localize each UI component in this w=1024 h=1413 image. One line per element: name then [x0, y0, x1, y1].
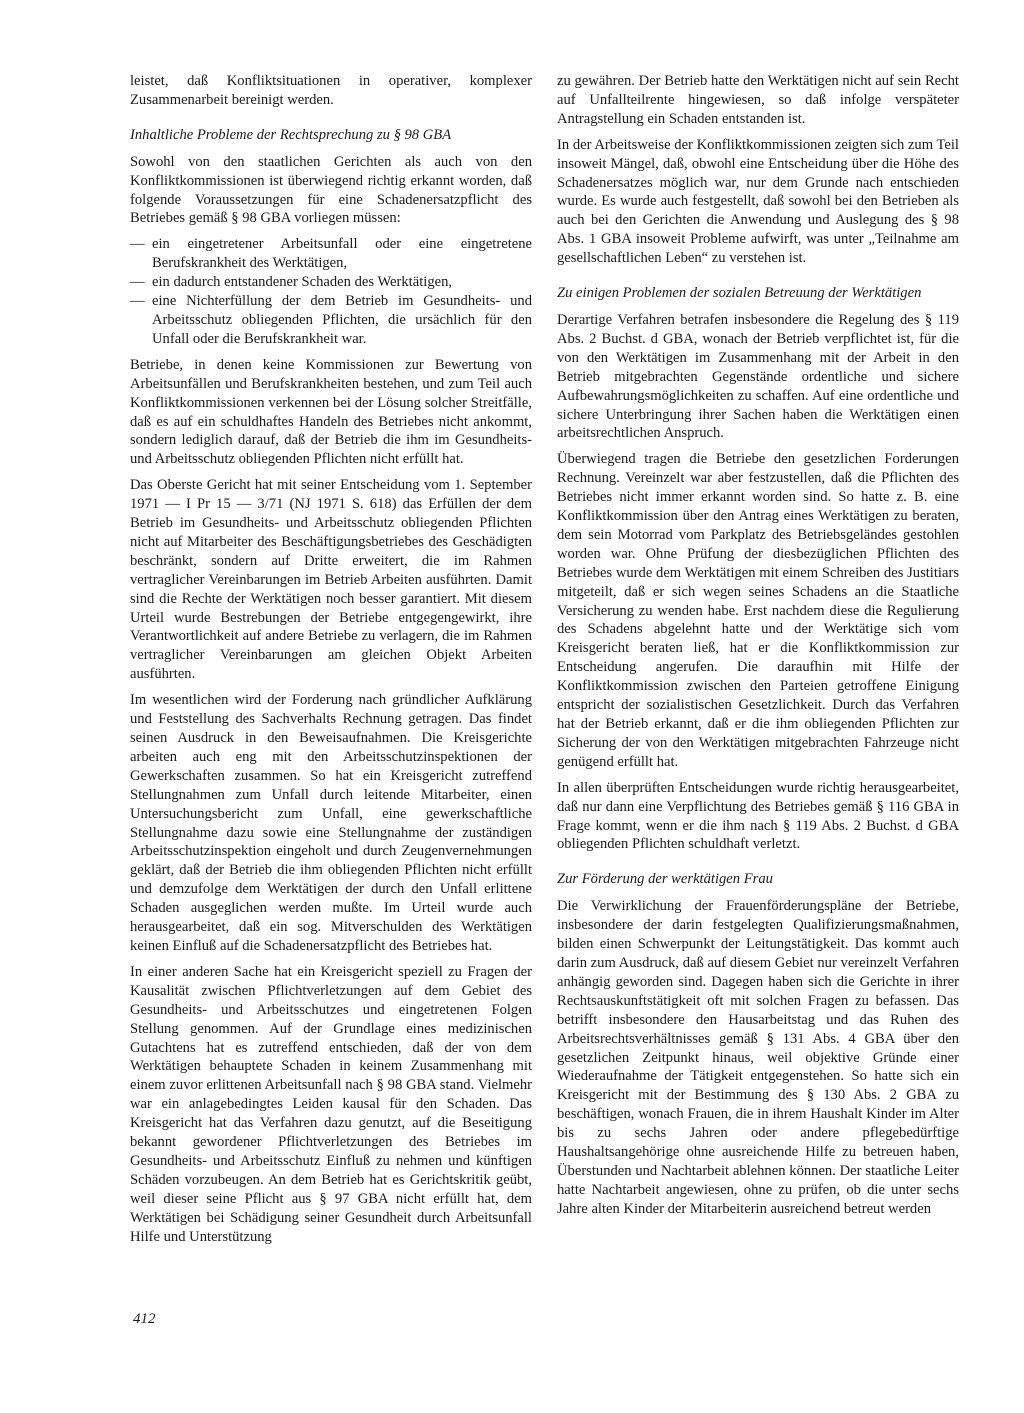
requirements-list: [130, 235, 532, 348]
paragraph: In einer anderen Sache hat ein Kreisgericht speziell zu Fragen der Kausalität zwischen Pflichtverletzungen auf dem Gebiet des Gesundheits- und Arbeitsschutzes und eingetretenen Folgen Stellung genommen. Auf der Grundlage eines medizinischen Gutachtens hat es zutreffend entschieden, daß der von dem Werktätigen behauptete Schaden in keinem Zusammenhang mit einem zuvor erlittenen Arbeitsunfall nach § 98 GBA stand. Vielmehr war ein anlagebedingtes Leiden kausal für den Schaden. Das Kreisgericht hat das Verfahren dazu genutzt, auf die Beseitigung bekannt gewordener Pflichtverletzungen des Betriebes im Gesundheits- und Arbeitsschutz Einfluß zu nehmen und künftigen Schäden vorzubeugen. An dem Betrieb hat es Gerichtskritik geübt, weil dieser seine Pflicht aus § 97 GBA nicht erfüllt hat, dem Werktätigen bei Schädigung seiner Gesundheit durch Arbeitsunfall Hilfe und Unterstützung: [130, 963, 532, 1245]
page-number: 412: [133, 1311, 156, 1327]
list-item: — eine Nichterfüllung der dem Betrieb im Gesundheits- und Arbeitsschutz obliegenden Pflichten, die ursächlich für den Unfall oder die Berufskrankheit war.: [130, 293, 532, 347]
list-item-text: eine Nichterfüllung der dem Betrieb im Gesundheits- und Arbeitsschutz obliegenden Pflichten, die ursächlich für den Unfall oder die Berufskrankheit war.: [152, 293, 532, 347]
paragraph: Überwiegend tragen die Betriebe den gesetzlichen Forderungen Rechnung. Vereinzelt war aber festzustellen, daß die Pflichten des Betriebes nicht immer erkannt worden sind. So hatte z. B. eine Konfliktkommission über den Antrag eines Werktätigen zu beraten, dem sein Motorrad vom Parkplatz des Betriebsgeländes gestohlen worden war. Ohne Prüfung der diesbezüglichen Pflichten des Betriebes wurde dem Werktätigen mit einem Schreiben des Justitiars mitgeteilt, daß er sich wegen seines Schadens an die Staatliche Versicherung zu wenden habe. Erst nachdem diese die Regulierung des Schadens abgelehnt hatte und der Werktätige sich vom Kreisgericht beraten ließ, hat er die Konfliktkommission zur Entscheidung angerufen. Die daraufhin mit Hilfe der Konfliktkommission zwischen den Parteien getroffene Einigung entspricht der sozialistischen Gesetzlichkeit. Durch das Verfahren hat der Betrieb erkannt, daß er die ihm obliegenden Pflichten zur Sicherung der von den Werktätigen mitgebrachten Fahrzeuge nicht genügend erfüllt hat.: [557, 451, 959, 770]
paragraph: Das Oberste Gericht hat mit seiner Entscheidung vom 1. September 1971 — I Pr 15 — 3/71 (NJ 1971 S. 618) das Erfüllen der dem Betrieb im Gesundheits- und Arbeitsschutz obliegenden Pflichten nicht auf Mitarbeiter des Beschäftigungsbetriebes des Geschädigten beschränkt, sondern auf Dritte erweitert, die im Rahmen vertraglicher Vereinbarungen im Betrieb Arbeiten ausführten. Damit sind die Rechte der Werktätigen noch besser garantiert. Mit diesem Urteil wurde Bestrebungen der Betriebe entgegengewirkt, ihre Verantwortlichkeit auf andere Betriebe zu verlagern, die im Rahmen vertraglicher Vereinbarungen am gleichen Objekt Arbeiten ausführten.: [130, 477, 532, 683]
section-heading: Inhaltliche Probleme der Rechtsprechung zu § 98 GBA: [130, 126, 452, 143]
section-heading: Zu einigen Problemen der sozialen Betreuung der Werktätigen: [557, 285, 922, 302]
paragraph: Betriebe, in denen keine Kommissionen zur Bewertung von Arbeitsunfällen und Berufskrankheiten bestehen, und zum Teil auch Konfliktkommissionen verkennen bei der Lösung solcher Streitfälle, daß es auf ein schuldhaftes Handeln des Betriebes nicht ankommt, sondern lediglich darauf, daß der Betrieb die ihm im Gesundheits- und Arbeitsschutz obliegenden Pflichten nicht erfüllt hat.: [130, 356, 532, 468]
list-item: — ein eingetretener Arbeitsunfall oder eine eingetretene Berufskrankheit des Werktätigen,: [130, 236, 532, 272]
list-item-text: ein eingetretener Arbeitsunfall oder eine eingetretene Berufskrankheit des Werktätigen,: [152, 236, 532, 272]
paragraph: leistet, daß Konfliktsituationen in operativer, komplexer Zusammenarbeit bereinigt werden.: [130, 73, 532, 108]
right-column: [557, 72, 959, 1226]
paragraph: Sowohl von den staatlichen Gerichten als auch von den Konfliktkommissionen ist überwiegend richtig erkannt worden, daß folgende Voraussetzungen für eine Schadenersatzpflicht des Betriebes gemäß § 98 GBA vorliegen müssen:: [130, 153, 532, 227]
section-heading: Zur Förderung der werktätigen Frau: [557, 871, 773, 888]
left-column: [130, 72, 532, 1253]
list-item-text: ein dadurch entstandener Schaden des Werktätigen,: [152, 274, 453, 291]
paragraph: Die Verwirklichung der Frauenförderungspläne der Betriebe, insbesondere der darin festgelegten Qualifizierungsmaßnahmen, bilden einen Schwerpunkt der Leitungstätigkeit. Das kommt auch darin zum Ausdruck, daß auf diesem Gebiet nur vereinzelt Verfahren anhängig geworden sind. Dagegen haben sich die Gerichte in ihrer Rechtsauskunftstätigkeit oft mit solchen Fragen zu befassen. Das betrifft insbesondere den Hausarbeitstag und das Ruhen des Arbeitsrechtsverhältnisses gemäß § 131 Abs. 4 GBA über den gesetzlichen Zeitpunkt hinaus, weil objektive Gründe einer Wiederaufnahme der Tätigkeit entgegenstehen. So hatte sich ein Kreisgericht mit der Bestimmung des § 130 Abs. 2 GBA zu beschäftigen, wonach Frauen, die in ihrem Haushalt Kinder im Alter bis zu sechs Jahren oder andere pflegebedürftige Haushaltsangehörige ohne ausreichende Hilfe zu betreuen haben, Überstunden und Nachtarbeit ablehnen können. Der staatliche Leiter hatte Nachtarbeit angewiesen, ohne zu prüfen, ob die unter sechs Jahre alten Kinder der Mitarbeiterin ausreichend betreut werden: [557, 898, 959, 1217]
paragraph: Derartige Verfahren betrafen insbesondere die Regelung des § 119 Abs. 2 Buchst. d GBA, wonach der Betrieb verpflichtet ist, für die von den Werktätigen im Zusammenhang mit der Arbeit in den Betrieb mitgebrachten Gegenstände ordentliche und sichere Aufbewahrungsmöglichkeiten zu schaffen. Auf eine ordentliche und sichere Unterbringung ihrer Sachen haben die Werktätigen einen arbeitsrechtlichen Anspruch.: [557, 311, 959, 442]
list-item: — ein dadurch entstandener Schaden des Werktätigen,: [130, 274, 453, 291]
paragraph: zu gewähren. Der Betrieb hatte den Werktätigen nicht auf sein Recht auf Unfallteilrente hingewiesen, so daß infolge verspäteter Antragstellung ein Schaden entstanden ist.: [557, 73, 959, 127]
paragraph: Im wesentlichen wird der Forderung nach gründlicher Aufklärung und Feststellung des Sachverhalts Rechnung getragen. Das findet seinen Ausdruck in den Beweisaufnahmen. Die Kreisgerichte arbeiten auch eng mit den Arbeitsschutzinspektionen der Gewerkschaften zusammen. So hat ein Kreisgericht zutreffend Stellungnahmen zum Unfall durch leitende Mitarbeiter, einen Untersuchungsbericht zum Unfall, eine gewerkschaftliche Stellungnahme dazu sowie eine Stellungnahme der zuständigen Arbeitsschutzinspektion eingeholt und durch Zeugenvernehmungen geklärt, daß der Betrieb die ihm obliegenden Pflichten nicht erfüllt und demzufolge dem Werktätigen der durch den Unfall erlittene Schaden ausgeglichen werden mußte. Im Urteil wurde auch herausgearbeitet, daß ein sog. Mitverschulden des Werktätigen keinen Einfluß auf die Schadenersatzpflicht des Betriebes hat.: [130, 692, 532, 954]
paragraph: In der Arbeitsweise der Konfliktkommissionen zeigten sich zum Teil insoweit Mängel, daß, obwohl eine Entscheidung über die Höhe des Schadenersatzes möglich war, nur dem Grunde nach entschieden wurde. Es wurde auch festgestellt, daß sowohl bei den Betrieben als auch bei den Gerichten die Anwendung und Auslegung des § 98 Abs. 1 GBA insoweit Probleme aufwirft, was unter „Teilnahme am gesellschaftlichen Leben“ zu verstehen ist.: [557, 136, 959, 267]
paragraph: In allen überprüften Entscheidungen wurde richtig herausgearbeitet, daß nur dann eine Verpflichtung des Betriebes gemäß § 116 GBA in Frage kommt, wenn er die ihm nach § 119 Abs. 2 Buchst. d GBA obliegenden Pflichten schuldhaft verletzt.: [557, 779, 959, 853]
